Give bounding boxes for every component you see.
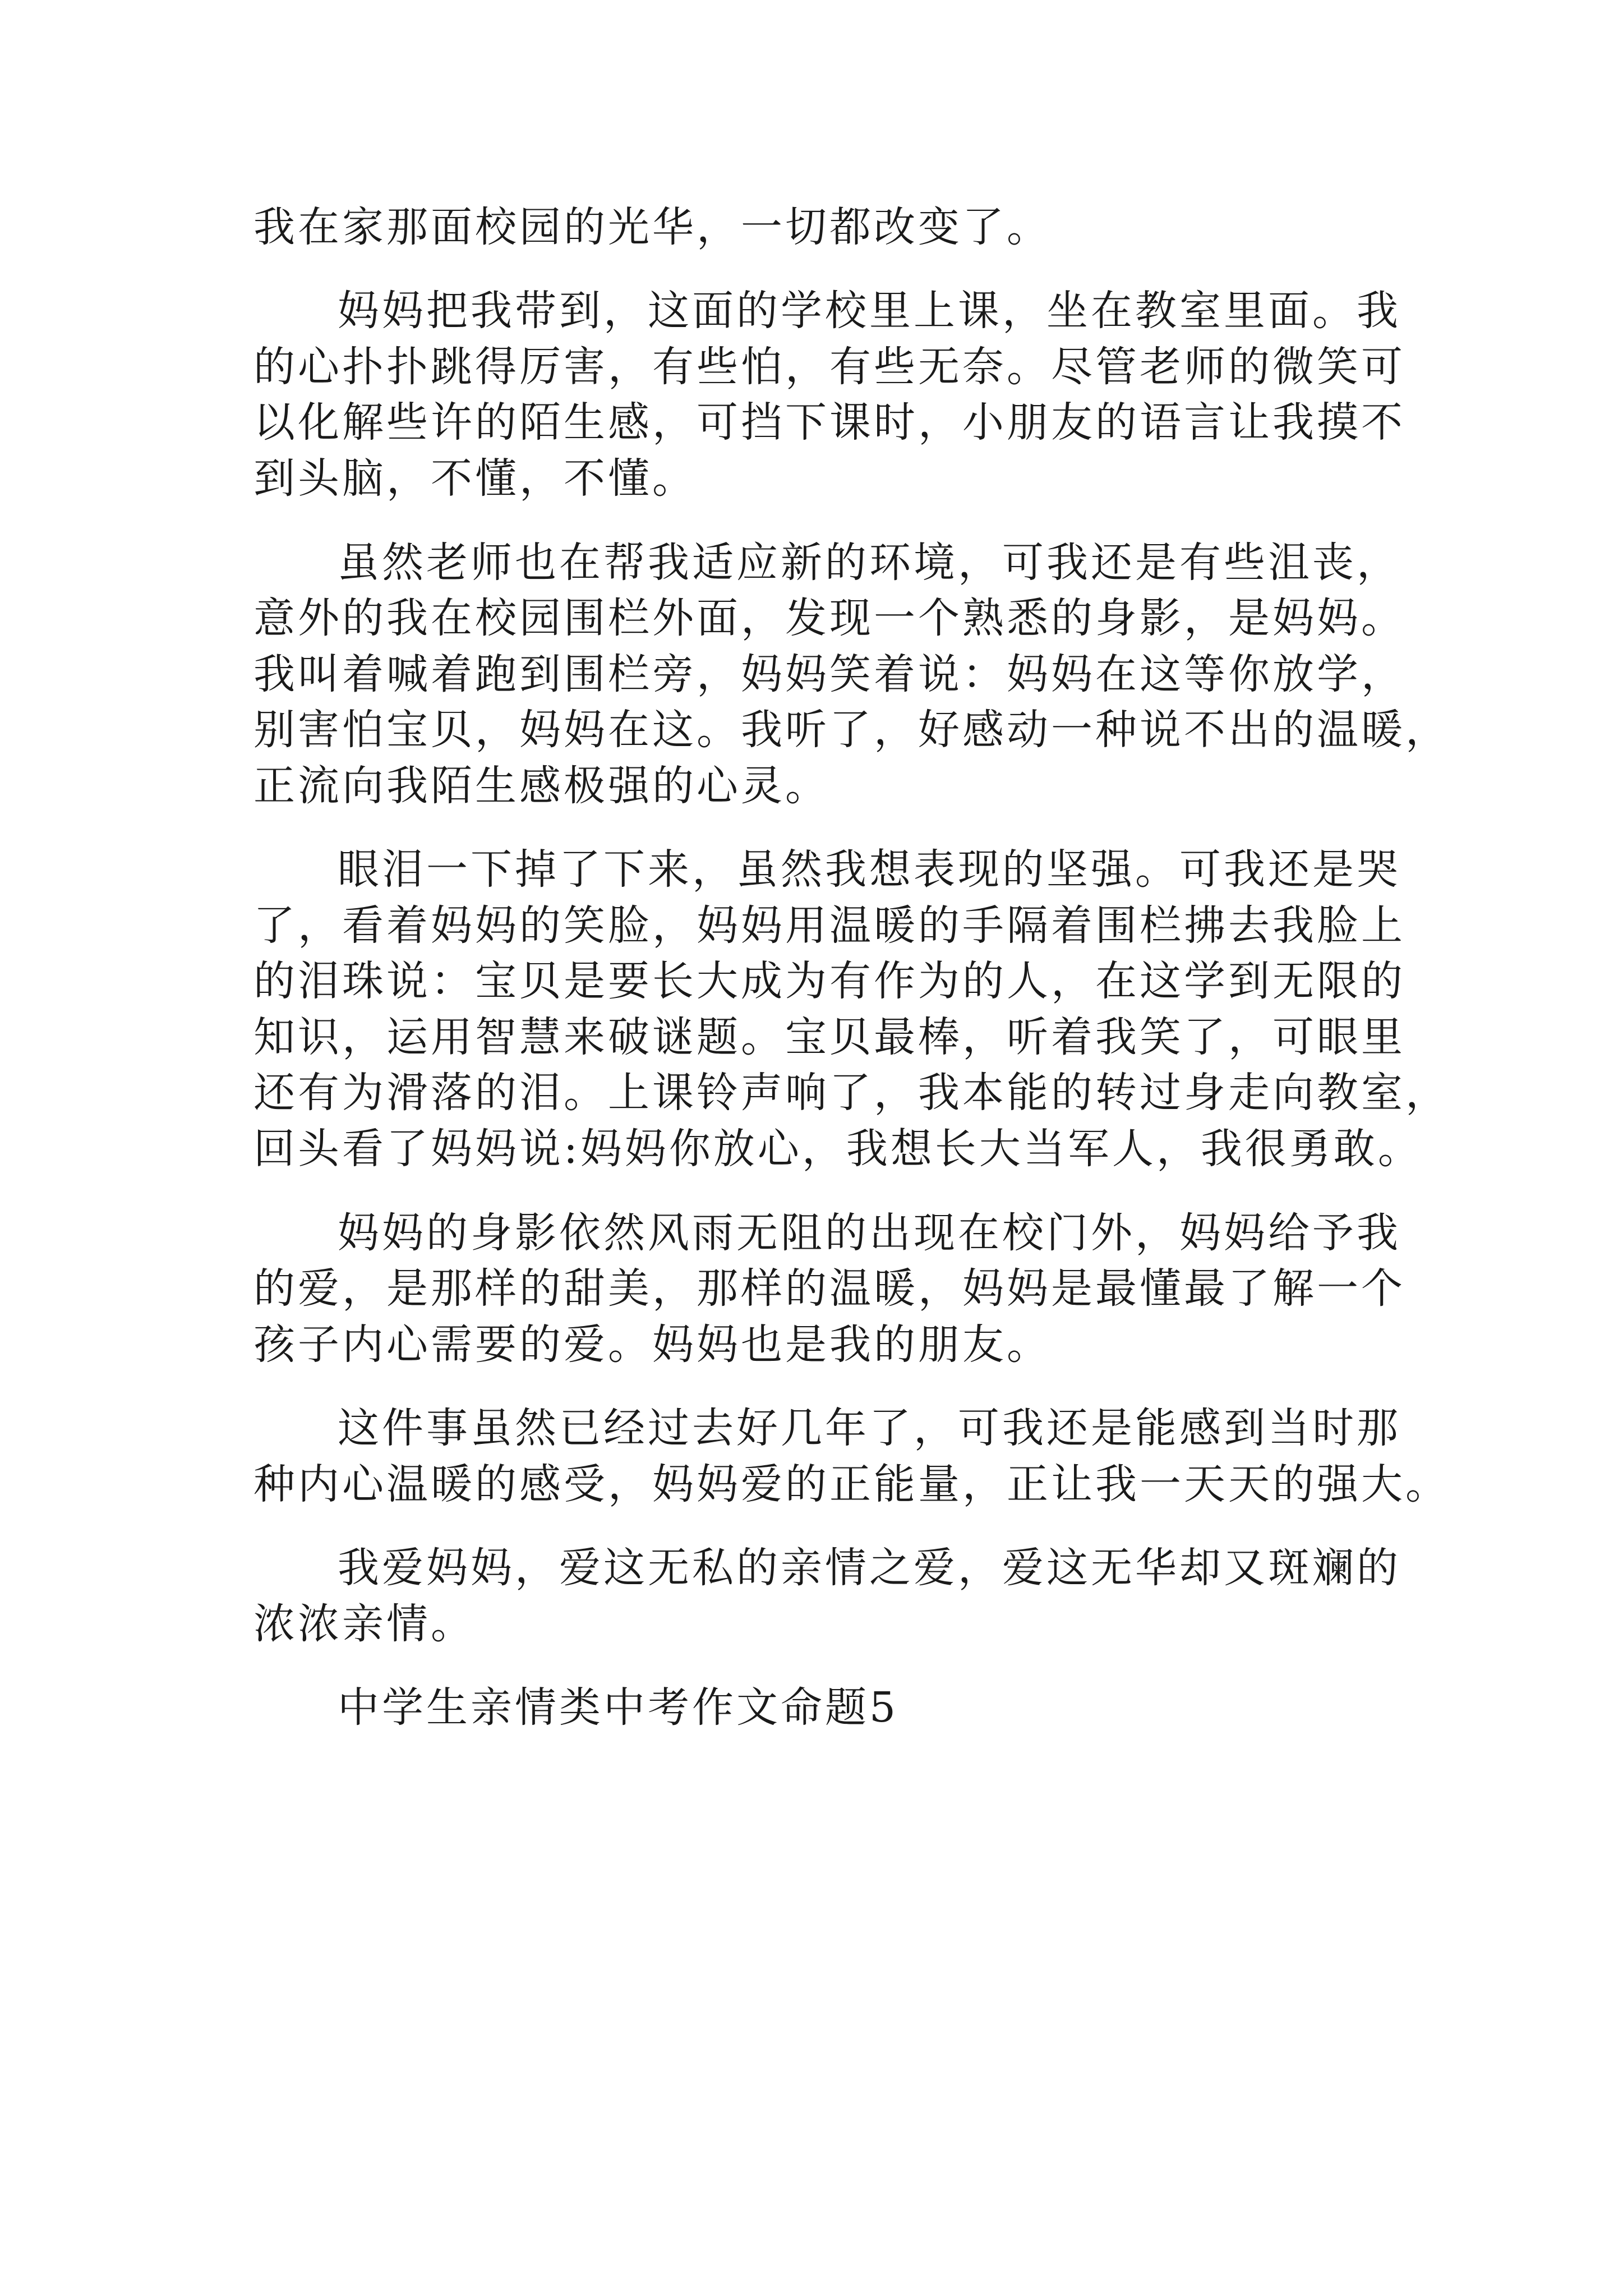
text-line: 我在家那面校园的光华，一切都改变了。 — [253, 203, 1051, 251]
text-line: 以化解些许的陌生感，可挡下课时，小朋友的语言让我摸不 — [253, 398, 1405, 447]
text-line: 我叫着喊着跑到围栏旁，妈妈笑着说：妈妈在这等你放学， — [253, 650, 1405, 698]
text-line: 意外的我在校园围栏外面，发现一个熟悉的身影，是妈妈。 — [253, 594, 1405, 642]
text-line: 还有为滑落的泪。上课铃声响了，我本能的转过身走向教室， — [253, 1069, 1450, 1117]
text-line: 孩子内心需要的爱。妈妈也是我的朋友。 — [253, 1320, 1051, 1369]
text-line: 妈妈把我带到，这面的学校里上课，坐在教室里面。我 — [338, 287, 1401, 335]
text-line: 的心扑扑跳得厉害，有些怕，有些无奈。尽管老师的微笑可 — [253, 343, 1405, 391]
text-line: 到头脑，不懂，不懂。 — [253, 454, 697, 503]
text-line: 种内心温暖的感受，妈妈爱的正能量，正让我一天天的强大。 — [253, 1460, 1450, 1508]
text-line: 回头看了妈妈说:妈妈你放心，我想长大当军人，我很勇敢。 — [253, 1125, 1422, 1173]
text-line: 的爱，是那样的甜美，那样的温暖，妈妈是最懂最了解一个 — [253, 1264, 1405, 1313]
text-line: 虽然老师也在帮我适应新的环境，可我还是有些沮丧， — [338, 539, 1401, 587]
text-line: 这件事虽然已经过去好几年了，可我还是能感到当时那 — [338, 1404, 1401, 1452]
text-line: 妈妈的身影依然风雨无阻的出现在校门外，妈妈给予我 — [338, 1209, 1401, 1257]
text-line: 知识，运用智慧来破谜题。宝贝最棒，听着我笑了，可眼里 — [253, 1013, 1405, 1061]
text-line: 浓浓亲情。 — [253, 1600, 475, 1648]
text-line: 的泪珠说：宝贝是要长大成为有作为的人，在这学到无限的 — [253, 957, 1405, 1005]
text-line: 正流向我陌生感极强的心灵。 — [253, 762, 829, 810]
text-line: 别害怕宝贝，妈妈在这。我听了，好感动一种说不出的温暖， — [253, 706, 1450, 754]
text-line: 我爱妈妈，爱这无私的亲情之爱，爱这无华却又斑斓的 — [338, 1544, 1401, 1592]
section-heading: 中学生亲情类中考作文命题5 — [338, 1683, 899, 1732]
text-line: 了，看着妈妈的笑脸，妈妈用温暖的手隔着围栏拂去我脸上 — [253, 901, 1405, 950]
text-line: 眼泪一下掉了下来，虽然我想表现的坚强。可我还是哭 — [338, 845, 1401, 894]
